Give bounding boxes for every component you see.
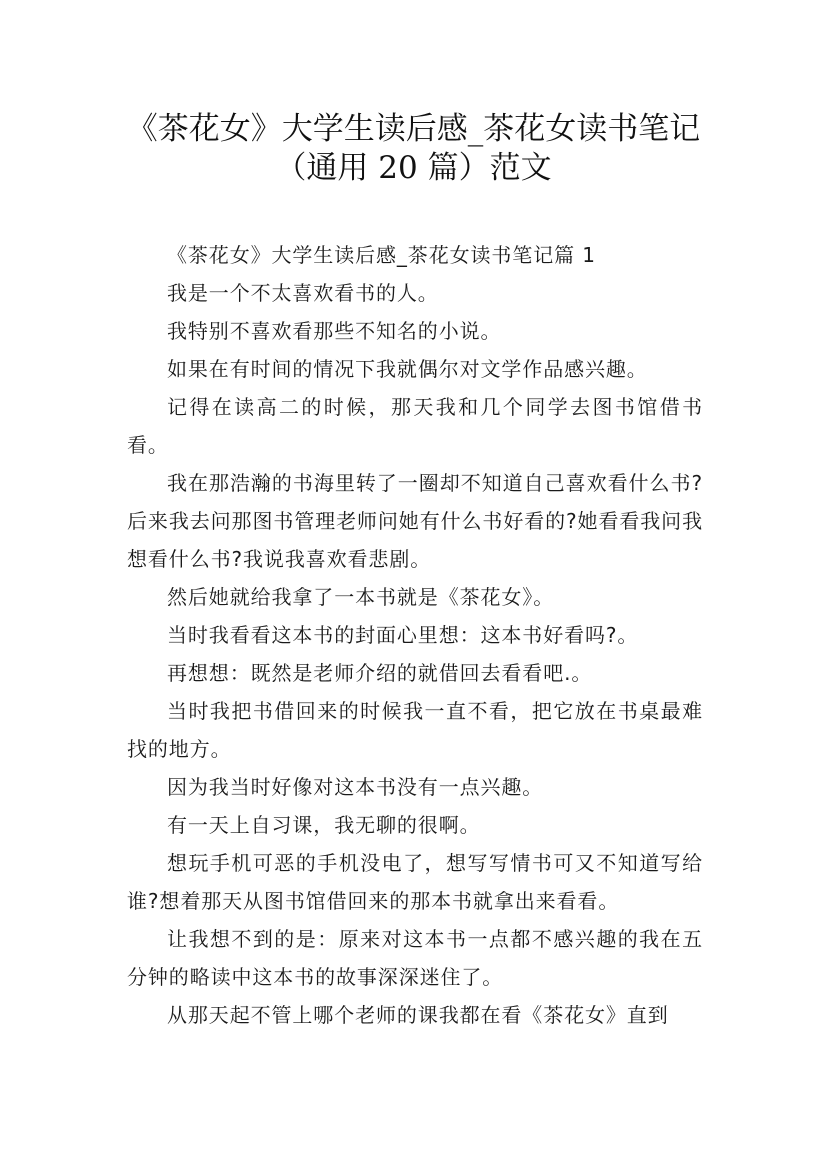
paragraph: 如果在有时间的情况下我就偶尔对文学作品感兴趣。: [167, 357, 648, 381]
document-title-line-2: （通用 20 篇）范文: [275, 150, 552, 186]
paragraph: 想玩手机可恶的手机没电了，想写写情书可又不知道写给谁?想着那天从图书馆借回来的那本书就拿出来看看。: [127, 851, 703, 913]
paragraph: 有一天上自习课，我无聊的很啊。: [167, 813, 481, 837]
paragraph: 记得在读高二的时候，那天我和几个同学去图书馆借书看。: [127, 395, 703, 457]
paragraph: 当时我把书借回来的时候我一直不看，把它放在书桌最难找的地方。: [127, 699, 703, 761]
paragraph: 让我想不到的是：原来对这本书一点都不感兴趣的我在五分钟的略读中这本书的故事深深迷住了。: [127, 927, 703, 989]
paragraph: 我在那浩瀚的书海里转了一圈却不知道自己喜欢看什么书?后来我去问那图书管理老师问她有什么书好看的?她看看我问我想看什么书?我说我喜欢看悲剧。: [127, 471, 703, 571]
document-title-line-1: 《茶花女》大学生读后感_茶花女读书笔记: [126, 111, 701, 147]
paragraph: 从那天起不管上哪个老师的课我都在看《茶花女》直到: [167, 1003, 669, 1027]
paragraph: 再想想：既然是老师介绍的就借回去看看吧.。: [167, 661, 593, 685]
paragraph: 我特别不喜欢看那些不知名的小说。: [167, 319, 502, 343]
section-heading: 《茶花女》大学生读后感_茶花女读书笔记篇 1: [167, 243, 596, 267]
paragraph: 当时我看看这本书的封面心里想：这本书好看吗?。: [167, 623, 639, 647]
paragraph: 我是一个不太喜欢看书的人。: [167, 281, 439, 305]
document-body: [127, 236, 703, 1034]
paragraph: 因为我当时好像对这本书没有一点兴趣。: [167, 775, 544, 799]
paragraph: 然后她就给我拿了一本书就是《茶花女》。: [167, 585, 555, 609]
